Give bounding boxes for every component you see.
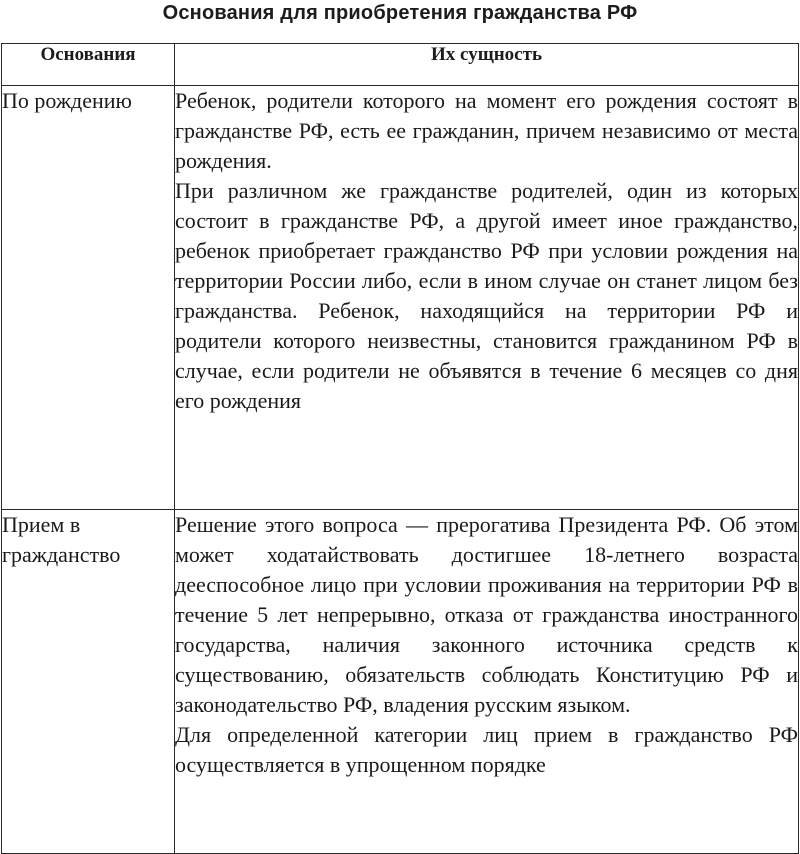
table-title: Основания для приобретения гражданства РФ: [162, 2, 638, 24]
column-header-basis: Основания: [2, 44, 175, 86]
basis-cell: По рождению: [2, 86, 175, 510]
essence-paragraph: Решение этого вопроса — прерогатива Президента РФ. Об этом может ходатайствовать достигшее 18-летнего возраста дееспособное лицо при условии проживания на территории РФ в течение 5 лет непрерывно, отказа от гражданства иностранного государства, наличия законного источника средств к существованию, обязательств соблюдать Конституцию РФ и законодательство РФ, владения русским языком.: [175, 512, 798, 717]
column-header-essence: Их сущность: [175, 44, 799, 86]
essence-paragraph: Ребенок, родители которого на момент его рождения состоят в гражданстве РФ, есть ее гражданин, причем независимо от места рождения.: [175, 88, 798, 173]
table-row: [2, 510, 799, 854]
citizenship-table: [1, 43, 799, 854]
table-header-row: [2, 44, 799, 86]
essence-cell: [175, 510, 799, 854]
essence-paragraph: Для определенной категории лиц прием в гражданство РФ осуществляется в упрощенном порядке: [175, 722, 798, 777]
essence-paragraph: При различном же гражданстве родителей, один из которых состоит в гражданстве РФ, а другой имеет иное гражданство, ребенок приобретает гражданство РФ при условии рождения на территории России либо, если в ином случае он станет лицом без гражданства. Ребенок, находящийся на территории РФ и родители которого неизвестны, становится гражданином РФ в случае, если родители не объявятся в течение 6 месяцев со дня его рождения: [175, 178, 798, 413]
essence-cell: [175, 86, 799, 510]
basis-cell: Прием в гражданство: [2, 510, 175, 854]
table-row: [2, 86, 799, 510]
